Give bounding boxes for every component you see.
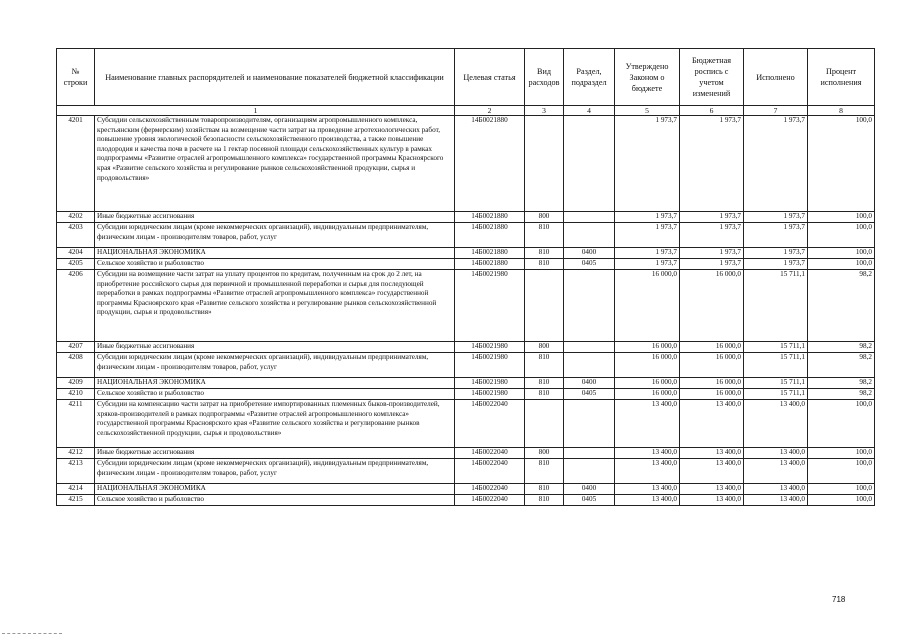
- row-percent: 98,2: [808, 342, 875, 353]
- row-approved: 1 973,7: [615, 259, 680, 270]
- row-executed: 1 973,7: [744, 212, 808, 223]
- row-name: Субсидии юридическим лицам (кроме некоммерческих организаций), индивидуальным предпринимателям, физическим лицам - производителям товаров, работ, услуг: [95, 459, 455, 484]
- row-section: 0400: [564, 378, 615, 389]
- row-budget: 16 000,0: [680, 270, 744, 342]
- table-row: [57, 259, 875, 270]
- row-executed: 13 400,0: [744, 400, 808, 448]
- row-expense-type: 800: [525, 448, 564, 459]
- row-expense-type: [525, 400, 564, 448]
- row-target-article: 14Б0021980: [455, 270, 525, 342]
- row-target-article: 14Б0021980: [455, 389, 525, 400]
- row-budget: 16 000,0: [680, 378, 744, 389]
- table-row: [57, 116, 875, 212]
- table-row: [57, 400, 875, 448]
- row-number: 4204: [57, 248, 95, 259]
- row-number: 4213: [57, 459, 95, 484]
- column-number: 2: [455, 106, 525, 116]
- row-target-article: 14Б0022040: [455, 459, 525, 484]
- row-number: 4214: [57, 484, 95, 495]
- row-percent: 98,2: [808, 389, 875, 400]
- row-section: [564, 212, 615, 223]
- row-executed: 13 400,0: [744, 484, 808, 495]
- row-expense-type: 800: [525, 212, 564, 223]
- row-target-article: 14Б0021880: [455, 116, 525, 212]
- row-name: Иные бюджетные ассигнования: [95, 342, 455, 353]
- row-executed: 15 711,1: [744, 353, 808, 378]
- row-approved: 16 000,0: [615, 353, 680, 378]
- row-number: 4210: [57, 389, 95, 400]
- row-section: [564, 270, 615, 342]
- row-budget: 1 973,7: [680, 212, 744, 223]
- row-approved: 16 000,0: [615, 389, 680, 400]
- header-budget-schedule: Бюджетная роспись с учетом изменений: [680, 49, 744, 106]
- table-row: [57, 459, 875, 484]
- row-approved: 1 973,7: [615, 248, 680, 259]
- table-row: [57, 495, 875, 506]
- row-section: [564, 353, 615, 378]
- row-target-article: 14Б0022040: [455, 448, 525, 459]
- row-name: Субсидии юридическим лицам (кроме некоммерческих организаций), индивидуальным предпринимателям, физическим лицам - производителям товаров, работ, услуг: [95, 353, 455, 378]
- row-expense-type: 810: [525, 389, 564, 400]
- row-name: Сельское хозяйство и рыболовство: [95, 495, 455, 506]
- row-section: [564, 448, 615, 459]
- header-target-article: Целевая статья: [455, 49, 525, 106]
- header-approved: Утверждено Законом о бюджете: [615, 49, 680, 106]
- row-budget: 1 973,7: [680, 116, 744, 212]
- row-expense-type: 810: [525, 223, 564, 248]
- row-budget: 1 973,7: [680, 259, 744, 270]
- row-number: 4201: [57, 116, 95, 212]
- row-name: НАЦИОНАЛЬНАЯ ЭКОНОМИКА: [95, 378, 455, 389]
- table-row: [57, 353, 875, 378]
- row-approved: 13 400,0: [615, 495, 680, 506]
- row-number: 4205: [57, 259, 95, 270]
- row-executed: 15 711,1: [744, 270, 808, 342]
- row-number: 4202: [57, 212, 95, 223]
- row-name: Сельское хозяйство и рыболовство: [95, 389, 455, 400]
- table-row: [57, 448, 875, 459]
- row-target-article: 14Б0021980: [455, 353, 525, 378]
- row-budget: 13 400,0: [680, 400, 744, 448]
- row-executed: 15 711,1: [744, 342, 808, 353]
- row-executed: 13 400,0: [744, 495, 808, 506]
- table-row: [57, 212, 875, 223]
- row-section: [564, 223, 615, 248]
- row-percent: 100,0: [808, 495, 875, 506]
- table-row: [57, 484, 875, 495]
- row-target-article: 14Б0021880: [455, 248, 525, 259]
- table-row: [57, 389, 875, 400]
- row-number: 4203: [57, 223, 95, 248]
- row-executed: 1 973,7: [744, 223, 808, 248]
- row-expense-type: 810: [525, 353, 564, 378]
- row-expense-type: 810: [525, 259, 564, 270]
- row-executed: 13 400,0: [744, 459, 808, 484]
- column-number: 8: [808, 106, 875, 116]
- row-number: 4207: [57, 342, 95, 353]
- row-section: 0405: [564, 259, 615, 270]
- row-budget: 13 400,0: [680, 495, 744, 506]
- row-expense-type: 810: [525, 459, 564, 484]
- row-target-article: 14Б0022040: [455, 495, 525, 506]
- row-percent: 100,0: [808, 248, 875, 259]
- header-section: Раздел, подраздел: [564, 49, 615, 106]
- row-budget: 13 400,0: [680, 484, 744, 495]
- row-target-article: 14Б0021880: [455, 223, 525, 248]
- table-row: [57, 248, 875, 259]
- row-approved: 13 400,0: [615, 448, 680, 459]
- budget-report-sheet: [56, 48, 874, 506]
- table-row: [57, 378, 875, 389]
- row-section: [564, 116, 615, 212]
- row-expense-type: [525, 116, 564, 212]
- row-percent: 100,0: [808, 400, 875, 448]
- row-expense-type: 810: [525, 484, 564, 495]
- row-executed: 15 711,1: [744, 378, 808, 389]
- row-section: 0405: [564, 389, 615, 400]
- row-name: Субсидии на возмещение части затрат на уплату процентов по кредитам, полученным на срок до 2 лет, на приобретение российского сырья для первичной и промышленной переработки и сырья для последующей переработки в рамках подпрограммы «Развитие отраслей агропромышленного комплекса» государственной программы Красноярского края «Развитие сельского хозяйства и регулирование рынков сельскохозяйственной продукции, сырья и продовольствия»: [95, 270, 455, 342]
- row-budget: 16 000,0: [680, 353, 744, 378]
- header-row-number: № строки: [57, 49, 95, 106]
- row-name: Иные бюджетные ассигнования: [95, 448, 455, 459]
- row-executed: 15 711,1: [744, 389, 808, 400]
- row-budget: 16 000,0: [680, 389, 744, 400]
- row-expense-type: 810: [525, 378, 564, 389]
- row-target-article: 14Б0022040: [455, 484, 525, 495]
- row-name: Иные бюджетные ассигнования: [95, 212, 455, 223]
- row-approved: 1 973,7: [615, 223, 680, 248]
- page-number: 718: [832, 595, 846, 604]
- row-executed: 1 973,7: [744, 248, 808, 259]
- row-approved: 16 000,0: [615, 270, 680, 342]
- row-target-article: 14Б0022040: [455, 400, 525, 448]
- row-target-article: 14Б0021980: [455, 378, 525, 389]
- row-percent: 100,0: [808, 259, 875, 270]
- table-row: [57, 223, 875, 248]
- row-percent: 100,0: [808, 223, 875, 248]
- row-name: Субсидии на компенсацию части затрат на приобретение импортированных племенных быков-производителей, хряков-производителей в рамках подпрограммы «Развитие отраслей агропромышленного комплекса» государственной программы Красноярского края «Развитие сельского хозяйства и регулирование рынков сельскохозяйственной продукции, сырья и продовольствия»: [95, 400, 455, 448]
- row-percent: 98,2: [808, 270, 875, 342]
- row-executed: 1 973,7: [744, 259, 808, 270]
- row-name: Субсидии юридическим лицам (кроме некоммерческих организаций), индивидуальным предпринимателям, физическим лицам - производителям товаров, работ, услуг: [95, 223, 455, 248]
- header-expense-type: Вид расходов: [525, 49, 564, 106]
- row-budget: 13 400,0: [680, 448, 744, 459]
- row-approved: 13 400,0: [615, 400, 680, 448]
- row-approved: 1 973,7: [615, 116, 680, 212]
- row-section: [564, 459, 615, 484]
- row-target-article: 14Б0021880: [455, 212, 525, 223]
- table-row: [57, 270, 875, 342]
- column-number: 5: [615, 106, 680, 116]
- row-budget: 13 400,0: [680, 459, 744, 484]
- row-percent: 100,0: [808, 448, 875, 459]
- table-body: [57, 116, 875, 506]
- row-expense-type: 810: [525, 495, 564, 506]
- row-executed: 13 400,0: [744, 448, 808, 459]
- row-section: 0400: [564, 484, 615, 495]
- row-section: [564, 342, 615, 353]
- column-number: 3: [525, 106, 564, 116]
- column-number-row: [57, 106, 875, 116]
- row-percent: 98,2: [808, 378, 875, 389]
- column-number: 7: [744, 106, 808, 116]
- table-row: [57, 342, 875, 353]
- row-name: НАЦИОНАЛЬНАЯ ЭКОНОМИКА: [95, 248, 455, 259]
- row-executed: 1 973,7: [744, 116, 808, 212]
- row-approved: 13 400,0: [615, 484, 680, 495]
- row-percent: 98,2: [808, 353, 875, 378]
- row-expense-type: [525, 270, 564, 342]
- row-percent: 100,0: [808, 484, 875, 495]
- row-section: [564, 400, 615, 448]
- row-budget: 1 973,7: [680, 223, 744, 248]
- row-name: Сельское хозяйство и рыболовство: [95, 259, 455, 270]
- row-percent: 100,0: [808, 116, 875, 212]
- column-number: 1: [57, 106, 455, 116]
- row-approved: 13 400,0: [615, 459, 680, 484]
- row-percent: 100,0: [808, 212, 875, 223]
- scan-artifact: [2, 633, 62, 635]
- column-number: 6: [680, 106, 744, 116]
- row-name: НАЦИОНАЛЬНАЯ ЭКОНОМИКА: [95, 484, 455, 495]
- row-number: 4211: [57, 400, 95, 448]
- row-target-article: 14Б0021880: [455, 259, 525, 270]
- row-approved: 1 973,7: [615, 212, 680, 223]
- row-number: 4209: [57, 378, 95, 389]
- row-target-article: 14Б0021980: [455, 342, 525, 353]
- row-number: 4206: [57, 270, 95, 342]
- row-number: 4215: [57, 495, 95, 506]
- header-name: Наименование главных распорядителей и наименование показателей бюджетной классификации: [95, 49, 455, 106]
- budget-execution-table: [56, 48, 875, 506]
- row-section: 0400: [564, 248, 615, 259]
- row-expense-type: 800: [525, 342, 564, 353]
- table-header-row: [57, 49, 875, 106]
- header-percent: Процент исполнения: [808, 49, 875, 106]
- row-expense-type: 810: [525, 248, 564, 259]
- row-number: 4208: [57, 353, 95, 378]
- row-section: 0405: [564, 495, 615, 506]
- row-budget: 1 973,7: [680, 248, 744, 259]
- row-approved: 16 000,0: [615, 378, 680, 389]
- row-name: Субсидии сельскохозяйственным товаропроизводителям, организациям агропромышленного комплекса, крестьянским (фермерским) хозяйствам на возмещение части затрат на проведение агротехнологических работ, повышение уровня экологической безопасности сельскохозяйственного производства, а также повышение плодородия и качества почв в расчете на 1 гектар посевной площади сельскохозяйственных культур в рамках подпрограммы «Развитие отраслей агропромышленного комплекса» государственной программы Красноярского края «Развитие сельского хозяйства и регулирование рынков сельскохозяйственной продукции, сырья и продовольствия»: [95, 116, 455, 212]
- header-executed: Исполнено: [744, 49, 808, 106]
- row-number: 4212: [57, 448, 95, 459]
- column-number: 4: [564, 106, 615, 116]
- row-percent: 100,0: [808, 459, 875, 484]
- row-budget: 16 000,0: [680, 342, 744, 353]
- row-approved: 16 000,0: [615, 342, 680, 353]
